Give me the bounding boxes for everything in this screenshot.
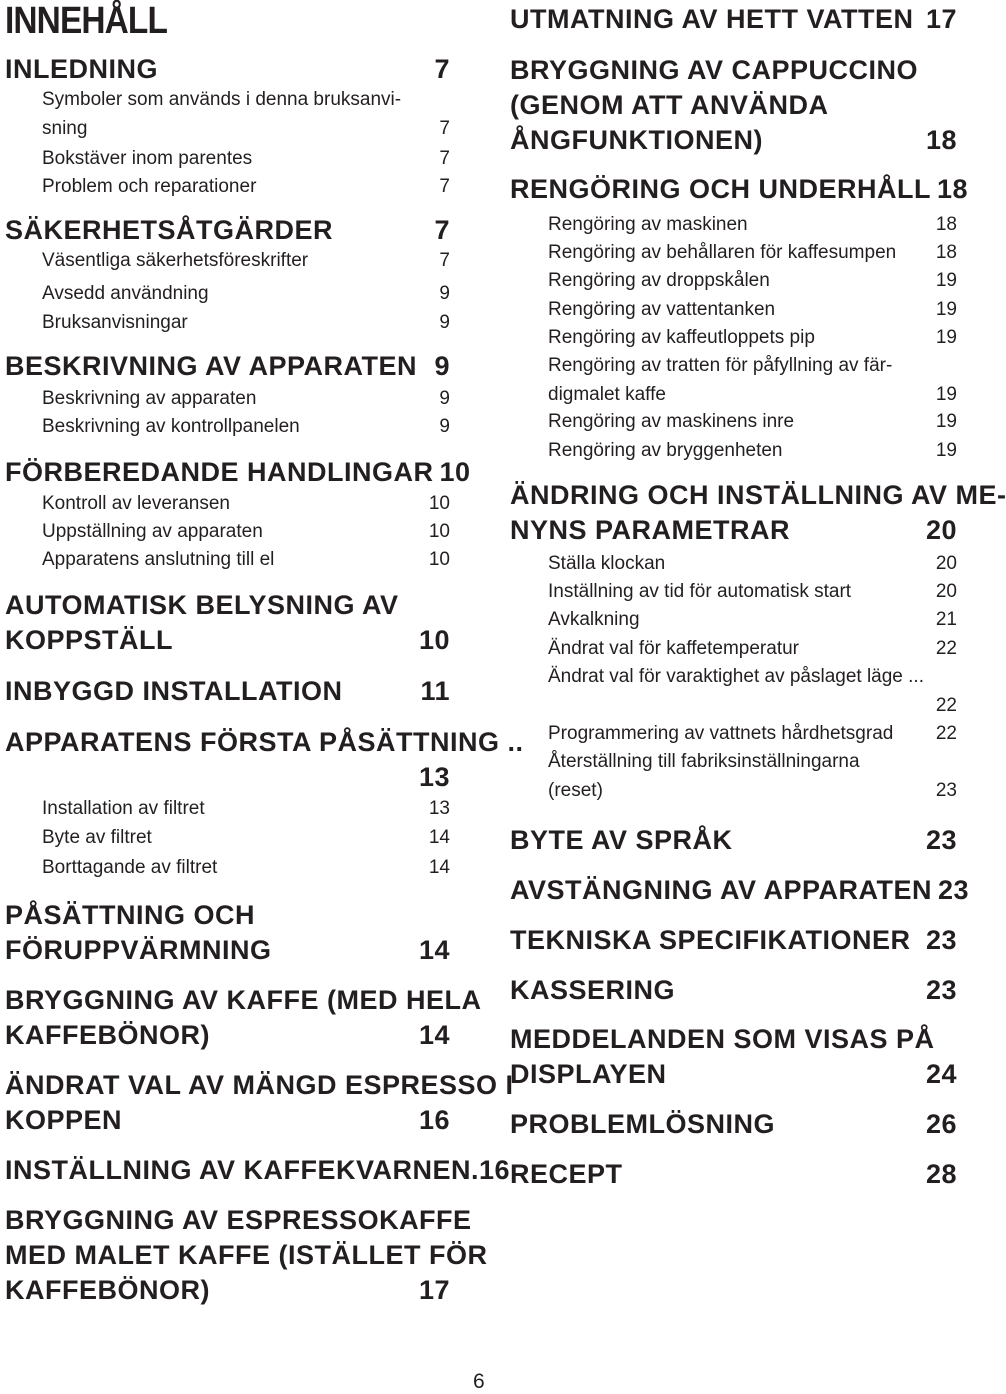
toc-page-number: 20 — [935, 553, 957, 574]
toc-line — [510, 578, 957, 607]
toc-line — [510, 211, 957, 240]
toc-line — [5, 349, 450, 384]
toc-line — [510, 873, 970, 908]
toc-entry-title: Kontroll av leveransen — [42, 493, 230, 514]
toc-page-number: 10 — [439, 457, 471, 487]
toc-line — [5, 173, 450, 202]
toc-section[interactable] — [5, 674, 450, 709]
toc-subsection[interactable] — [510, 635, 957, 664]
toc-page-number: 22 — [935, 723, 957, 744]
toc-entry-title: KASSERING — [510, 975, 676, 1005]
toc-line — [5, 115, 450, 144]
toc-entry-title: APPARATENS FÖRSTA PÅSÄTTNING .. — [5, 727, 524, 757]
toc-section[interactable] — [510, 2, 957, 37]
toc-line — [5, 546, 450, 575]
toc-line — [510, 53, 957, 88]
toc-subsection[interactable] — [510, 748, 957, 806]
toc-section[interactable] — [510, 478, 1006, 548]
toc-entry-title: (reset) — [548, 780, 603, 801]
toc-subsection[interactable] — [5, 145, 450, 174]
toc-subsection[interactable] — [510, 578, 957, 607]
toc-line — [510, 296, 957, 325]
toc-section[interactable] — [510, 1022, 957, 1092]
toc-entry-title: Rengöring av droppskålen — [548, 270, 770, 291]
toc-page-number: 20 — [935, 581, 957, 602]
toc-line — [510, 437, 957, 466]
toc-page-number: 7 — [439, 176, 450, 197]
toc-entry-title: DISPLAYEN — [510, 1059, 667, 1089]
toc-page-number: 7 — [434, 54, 450, 84]
toc-entry-title: Inställning av tid för automatisk start — [548, 581, 852, 602]
toc-line — [5, 588, 450, 623]
toc-entry-title: KOPPSTÄLL — [5, 625, 174, 655]
toc-entry-title: Symboler som används i denna bruksanvi- — [42, 89, 402, 110]
toc-page-number: 10 — [428, 549, 450, 570]
toc-line — [5, 280, 450, 309]
toc-page-number: 18 — [935, 242, 957, 263]
toc-line — [510, 550, 957, 579]
toc-section[interactable] — [5, 1068, 514, 1138]
toc-entry-title: Ändrat val för varaktighet av påslaget läge ... — [548, 666, 924, 687]
toc-line — [5, 898, 450, 933]
toc-line — [5, 490, 450, 519]
toc-page-number: 19 — [935, 411, 957, 432]
toc-page-number: 14 — [428, 857, 450, 878]
toc-line — [5, 385, 450, 414]
toc-entry-title: Ställa klockan — [548, 553, 666, 574]
toc-section[interactable] — [5, 898, 450, 968]
toc-entry-title: FÖRUPPVÄRMNING — [5, 935, 272, 965]
toc-page-number: 9 — [439, 283, 450, 304]
toc-entry-title: NYNS PARAMETRAR — [510, 515, 791, 545]
toc-line — [5, 623, 450, 658]
toc-section[interactable] — [510, 973, 957, 1008]
toc-section[interactable] — [5, 725, 524, 795]
toc-section[interactable] — [5, 455, 471, 490]
toc-line — [5, 518, 450, 547]
toc-page-number: 10 — [428, 521, 450, 542]
toc-page-number: 9 — [439, 416, 450, 437]
toc-section[interactable] — [510, 823, 957, 858]
toc-entry-title: Rengöring av maskinens inre — [548, 411, 795, 432]
toc-entry-title: Borttagande av filtret — [42, 857, 218, 878]
toc-entry-title: Rengöring av behållaren för kaffesumpen — [548, 242, 897, 263]
toc-line — [5, 309, 450, 338]
toc-page-number: 10 — [418, 625, 450, 655]
toc-line — [5, 1153, 511, 1188]
toc-entry-title: Avsedd användning — [42, 283, 209, 304]
toc-entry-title: Ändrat val för kaffetemperatur — [548, 638, 799, 659]
toc-line — [510, 663, 957, 692]
toc-subsection[interactable] — [5, 824, 450, 853]
toc-entry-title: Programmering av vattnets hårdhetsgrad — [548, 723, 894, 744]
page-number: 6 — [473, 1370, 485, 1393]
toc-page-number: 18 — [937, 174, 969, 204]
toc-line — [5, 1203, 472, 1238]
toc-section[interactable] — [5, 52, 450, 87]
toc-section[interactable] — [5, 1153, 511, 1188]
toc-line — [510, 823, 957, 858]
toc-entry-title: MEDDELANDEN SOM VISAS PÅ — [510, 1024, 935, 1054]
toc-page-number: 19 — [935, 384, 957, 405]
toc-line — [5, 247, 450, 276]
toc-section[interactable] — [510, 923, 957, 958]
toc-section[interactable] — [5, 349, 450, 384]
toc-entry-title: BYTE AV SPRÅK — [510, 825, 733, 855]
toc-subsection[interactable] — [5, 490, 450, 519]
toc-line — [510, 1022, 957, 1057]
toc-entry-title: Rengöring av tratten för påfyllning av fär- — [548, 355, 893, 376]
toc-entry-title: sning — [42, 118, 88, 139]
toc-section[interactable] — [5, 983, 482, 1053]
toc-line — [5, 854, 450, 883]
toc-line — [510, 635, 957, 664]
toc-entry-title: INSTÄLLNING AV KAFFEKVARNEN — [5, 1155, 471, 1185]
toc-line — [510, 606, 957, 635]
toc-subsection[interactable] — [5, 854, 450, 883]
toc-line — [5, 795, 450, 824]
toc-page-number: 18 — [935, 214, 957, 235]
toc-entry-title: AUTOMATISK BELYSNING AV — [5, 590, 399, 620]
toc-page-number: 17 — [925, 4, 957, 34]
toc-page-number: 28 — [925, 1159, 957, 1189]
toc-page-number: 13 — [418, 762, 450, 792]
toc-entry-title: KOPPEN — [5, 1105, 123, 1135]
toc-subsection[interactable] — [5, 795, 450, 824]
toc-subsection[interactable] — [510, 663, 957, 721]
toc-section[interactable] — [510, 172, 969, 207]
toc-subsection[interactable] — [5, 518, 450, 547]
toc-line — [510, 408, 957, 437]
toc-section[interactable] — [5, 1203, 488, 1308]
toc-line — [5, 760, 450, 795]
toc-entry-title: BRYGGNING AV CAPPUCCINO — [510, 55, 919, 85]
toc-line — [5, 86, 450, 115]
toc-line — [5, 1018, 450, 1053]
toc-section[interactable] — [5, 213, 450, 248]
toc-entry-title: Uppställning av apparaten — [42, 521, 263, 542]
toc-page-number: 19 — [935, 440, 957, 461]
toc-line — [510, 381, 957, 410]
toc-line — [5, 725, 524, 760]
toc-subsection[interactable] — [5, 173, 450, 202]
toc-subsection[interactable] — [510, 211, 957, 240]
toc-subsection[interactable] — [510, 324, 957, 353]
toc-entry-title: (GENOM ATT ANVÄNDA — [510, 90, 829, 120]
toc-page-number: 22 — [935, 638, 957, 659]
toc-page-number: 9 — [439, 388, 450, 409]
toc-line — [5, 824, 450, 853]
page-title: INNEHÅLL — [5, 0, 168, 42]
toc-entry-title: Problem och reparationer — [42, 176, 257, 197]
toc-entry-title: INBYGGD INSTALLATION — [5, 676, 343, 706]
toc-line — [510, 172, 969, 207]
toc-entry-title: Väsentliga säkerhetsföreskrifter — [42, 250, 309, 271]
toc-subsection[interactable] — [510, 550, 957, 579]
toc-line — [5, 52, 450, 87]
toc-page-number: 23 — [925, 825, 957, 855]
toc-line — [510, 692, 957, 721]
toc-page-number: 21 — [935, 609, 957, 630]
toc-subsection[interactable] — [510, 267, 957, 296]
toc-entry-title: PROBLEMLÖSNING — [510, 1109, 776, 1139]
toc-entry-title: Bokstäver inom parentes — [42, 148, 253, 169]
toc-page-number: 7 — [439, 118, 450, 139]
toc-line — [510, 973, 957, 1008]
toc-page-number: 17 — [418, 1275, 450, 1305]
toc-entry-title: Rengöring av bryggenheten — [548, 440, 783, 461]
toc-page-number: 22 — [935, 695, 957, 716]
toc-page-number: 20 — [925, 515, 957, 545]
toc-entry-title: Återställning till fabriksinställningarna — [548, 751, 860, 772]
toc-entry-title: digmalet kaffe — [548, 384, 666, 405]
toc-line — [5, 455, 471, 490]
toc-section[interactable] — [510, 53, 957, 158]
toc-entry-title: PÅSÄTTNING OCH — [5, 900, 255, 930]
toc-entry-title: Bruksanvisningar — [42, 312, 188, 333]
toc-line — [510, 123, 957, 158]
toc-page-number: 26 — [925, 1109, 957, 1139]
toc-entry-title: BRYGGNING AV KAFFE (MED HELA — [5, 985, 482, 1015]
toc-line — [5, 1068, 514, 1103]
toc-page-number: 23 — [935, 780, 957, 801]
toc-page-number: 14 — [418, 935, 450, 965]
toc-section[interactable] — [510, 1107, 957, 1142]
toc-entry-title: RECEPT — [510, 1159, 623, 1189]
toc-entry-title: MED MALET KAFFE (ISTÄLLET FÖR — [5, 1240, 488, 1270]
toc-entry-title: Apparatens anslutning till el — [42, 549, 275, 570]
toc-page-number: 16 — [418, 1105, 450, 1135]
toc-entry-title: Avkalkning — [548, 609, 640, 630]
toc-page-number: .16 — [471, 1155, 511, 1185]
toc-subsection[interactable] — [510, 239, 957, 268]
toc-page-number: 18 — [925, 125, 957, 155]
toc-entry-title: KAFFEBÖNOR) — [5, 1275, 210, 1305]
toc-page-number: 14 — [418, 1020, 450, 1050]
toc-page-number: 19 — [935, 270, 957, 291]
toc-entry-title: SÄKERHETSÅTGÄRDER — [5, 215, 334, 245]
toc-line — [5, 413, 450, 442]
toc-page-number: 9 — [434, 351, 450, 381]
toc-line — [510, 352, 957, 381]
toc-subsection[interactable] — [510, 408, 957, 437]
toc-entry-title: KAFFEBÖNOR) — [5, 1020, 210, 1050]
toc-entry-title: ÅNGFUNKTIONEN) — [510, 125, 763, 155]
toc-page-number: 23 — [938, 875, 970, 905]
toc-page-number: 11 — [420, 676, 450, 706]
toc-entry-title: RENGÖRING OCH UNDERHÅLL — [510, 174, 931, 204]
toc-section[interactable] — [5, 588, 450, 658]
toc-subsection[interactable] — [5, 413, 450, 442]
toc-subsection[interactable] — [5, 385, 450, 414]
toc-subsection[interactable] — [510, 296, 957, 325]
toc-section[interactable] — [510, 873, 970, 908]
toc-page-number: 24 — [925, 1059, 957, 1089]
toc-page-number: 13 — [428, 798, 450, 819]
toc-line — [5, 674, 450, 709]
toc-subsection[interactable] — [510, 606, 957, 635]
toc-page-number: 9 — [439, 312, 450, 333]
toc-entry-title: Rengöring av maskinen — [548, 214, 748, 235]
toc-subsection[interactable] — [510, 437, 957, 466]
toc-line — [510, 513, 957, 548]
toc-line — [510, 267, 957, 296]
toc-entry-title: BESKRIVNING AV APPARATEN — [5, 351, 418, 381]
toc-entry-title: ÄNDRING OCH INSTÄLLNING AV ME- — [510, 480, 1006, 510]
toc-entry-title: Installation av filtret — [42, 798, 205, 819]
toc-page-number: 19 — [935, 299, 957, 320]
toc-line — [5, 983, 482, 1018]
toc-page-number: 23 — [925, 925, 957, 955]
toc-entry-title: Rengöring av vattentanken — [548, 299, 776, 320]
toc-subsection[interactable] — [5, 546, 450, 575]
toc-page-number: 7 — [439, 250, 450, 271]
toc-entry-title: AVSTÄNGNING AV APPARATEN — [510, 875, 933, 905]
toc-entry-title: Rengöring av kaffeutloppets pip — [548, 327, 815, 348]
toc-line — [510, 324, 957, 353]
toc-page-number: 19 — [935, 327, 957, 348]
toc-entry-title: Beskrivning av kontrollpanelen — [42, 416, 300, 437]
toc-line — [5, 1238, 488, 1273]
toc-line — [510, 2, 957, 37]
toc-line — [510, 720, 957, 749]
toc-subsection[interactable] — [5, 280, 450, 309]
toc-entry-title: Beskrivning av apparaten — [42, 388, 257, 409]
toc-line — [510, 777, 957, 806]
toc-page-number: 7 — [439, 148, 450, 169]
toc-line — [510, 1157, 957, 1192]
toc-line — [5, 933, 450, 968]
toc-line — [510, 239, 957, 268]
toc-entry-title: UTMATNING AV HETT VATTEN — [510, 4, 914, 34]
toc-line — [510, 1057, 957, 1092]
toc-page-number: 10 — [428, 493, 450, 514]
toc-subsection[interactable] — [510, 720, 957, 749]
toc-entry-title: TEKNISKA SPECIFIKATIONER — [510, 925, 911, 955]
toc-subsection[interactable] — [5, 247, 450, 276]
toc-line — [510, 1107, 957, 1142]
toc-section[interactable] — [510, 1157, 957, 1192]
toc-page-number: 14 — [428, 827, 450, 848]
toc-entry-title: Byte av filtret — [42, 827, 152, 848]
toc-entry-title: BRYGGNING AV ESPRESSOKAFFE — [5, 1205, 472, 1235]
toc-line — [5, 213, 450, 248]
toc-line — [510, 923, 957, 958]
toc-subsection[interactable] — [510, 352, 957, 410]
toc-line — [510, 88, 957, 123]
toc-page-number: 7 — [434, 215, 450, 245]
toc-page-number: 23 — [925, 975, 957, 1005]
toc-line — [510, 748, 957, 777]
toc-line — [5, 1273, 450, 1308]
toc-subsection[interactable] — [5, 309, 450, 338]
toc-line — [5, 145, 450, 174]
toc-entry-title: INLEDNING — [5, 54, 158, 84]
toc-line — [5, 1103, 450, 1138]
toc-entry-title: ÄNDRAT VAL AV MÄNGD ESPRESSO I — [5, 1070, 514, 1100]
toc-entry-title: FÖRBEREDANDE HANDLINGAR — [5, 457, 434, 487]
toc-subsection[interactable] — [5, 86, 450, 144]
toc-line — [510, 478, 1006, 513]
